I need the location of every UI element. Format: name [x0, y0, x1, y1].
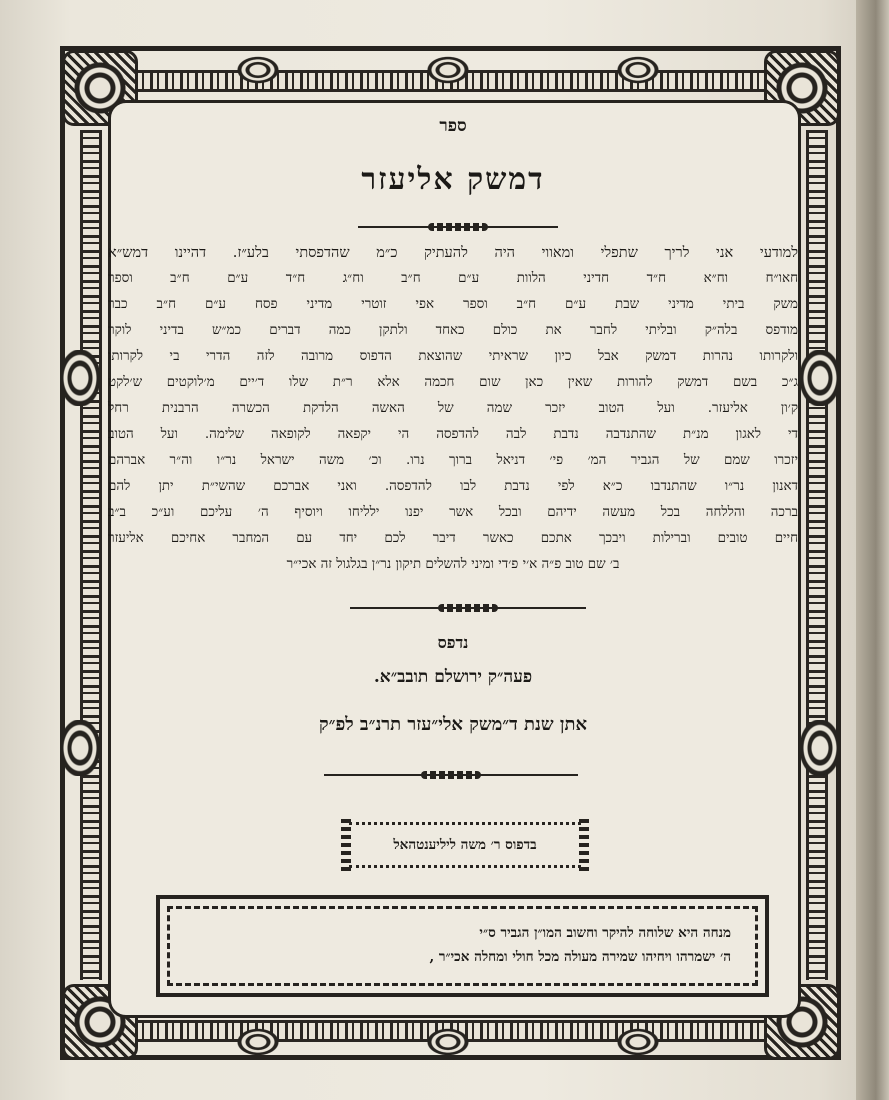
- title-divider: [358, 226, 558, 228]
- year-divider: [324, 774, 578, 776]
- intro-line: ברכה והללחה בכל מעשה ידיהם ובכל אשר יפנו ילליחו ויוסיף ה׳ עליכם וע״כ ב״ב: [108, 505, 798, 520]
- printing-year: אתן שנת ד״משק אלי״עזר תרנ״ב לפ״ק: [318, 714, 588, 735]
- intro-line: חיים טובים וברילות ויבכך אתכם כאשר דיבר לכם יחד עם המחבר אחיכם אליעזר: [108, 531, 798, 546]
- intro-line: חאו״ח וח״א ח״ד חדיני הלוות ע״ם ח״ב וח״ג ח״ד ע״ם ח״ב וספר: [108, 271, 798, 286]
- intro-line: יזכרו שמם של הגביר המ׳ פי׳ דניאל ברוך נרו. וכ׳ משה ישראל נר״ו וה״ר אברהם: [108, 453, 798, 468]
- intro-line: דאנון נר״ו שהתנדבו כ״א לפי נדבת לבו להדפסה. ואני אברכם שהשי״ת יתן להם: [108, 479, 798, 494]
- top-right-ornament: [610, 52, 666, 88]
- intro-line: ג״כ בשם דמשק להורות שאין כאן שום חכמה אלא ר״ת שלו ד׳יים מ׳לוקטים ש׳לקט: [108, 375, 798, 390]
- intro-line: משק ביתי מדיני שבת ע״ם ח״ב וספר אפי זוטרי מדיני פסח ע״ם ח״ב כבר: [108, 297, 798, 312]
- top-center-ornament: [420, 52, 476, 88]
- left-low-ornament: [60, 720, 100, 776]
- intro-line: ב׳ שם טוב פ״ה א׳י פ׳די ומיני להשלים תיקון נר״ן בגלגול זה אכי״ר: [286, 557, 620, 572]
- intro-line: למודעי אני לריך שתפלי ומאווי היה להעתיק כ״מ שהדפסתי בלע״ז. דהיינו דמש״א: [108, 245, 798, 261]
- dedication-line: ה׳ ישמרהו ויחיהו שמירה מעולה מכל חולי ומחלה אכי״ר ,: [429, 949, 731, 965]
- introduction-paragraph: [108, 240, 798, 578]
- border-band-left: [80, 130, 102, 980]
- top-left-ornament: [230, 52, 286, 88]
- bottom-center-ornament: [420, 1024, 476, 1060]
- bottom-left-ornament: [230, 1024, 286, 1060]
- printing-city: פעה״ק ירושלם תובב״א.: [373, 667, 533, 687]
- right-mid-ornament: [800, 350, 840, 406]
- right-low-ornament: [800, 720, 840, 776]
- intro-line: ולקרותו נהרות דמשק אבל כיון שראיתי שהוצאת הדפוס מרובה לזה הדרי בי לקרותו: [108, 349, 798, 364]
- page-edge-shadow: [856, 0, 889, 1100]
- book-title: דמשק אליעזר: [361, 162, 545, 197]
- dedication-line: מנחה היא שלוחה להיקר וחשוב המו״ן הגביר ס״י: [479, 925, 731, 941]
- border-band-right: [806, 130, 828, 980]
- printer-credit: בדפוס ר׳ משה ליליענטהאל: [349, 822, 581, 868]
- bottom-right-ornament: [610, 1024, 666, 1060]
- intro-line: די לאגון מנ״ת שהתנדבה נדבת לבה להדפסה הי יקפאה לקופאה שלימה. ועל הטוב: [108, 427, 798, 442]
- book-label: ספר: [439, 116, 467, 136]
- left-mid-ornament: [60, 350, 100, 406]
- intro-divider: [350, 607, 586, 609]
- intro-line: מודפס בלה״ק ובליתי לחבר את כולם כאחד ולתקן כמה דברים כמ״ש בדיני לוקר: [108, 323, 798, 338]
- intro-line: ק׳ון אליעזר. ועל הטוב יזכר שמה של האשה הלדקת הכשרה הרבנית רחל: [108, 401, 798, 416]
- dedication-box: [156, 895, 769, 997]
- printed-label: נדפס: [437, 633, 469, 652]
